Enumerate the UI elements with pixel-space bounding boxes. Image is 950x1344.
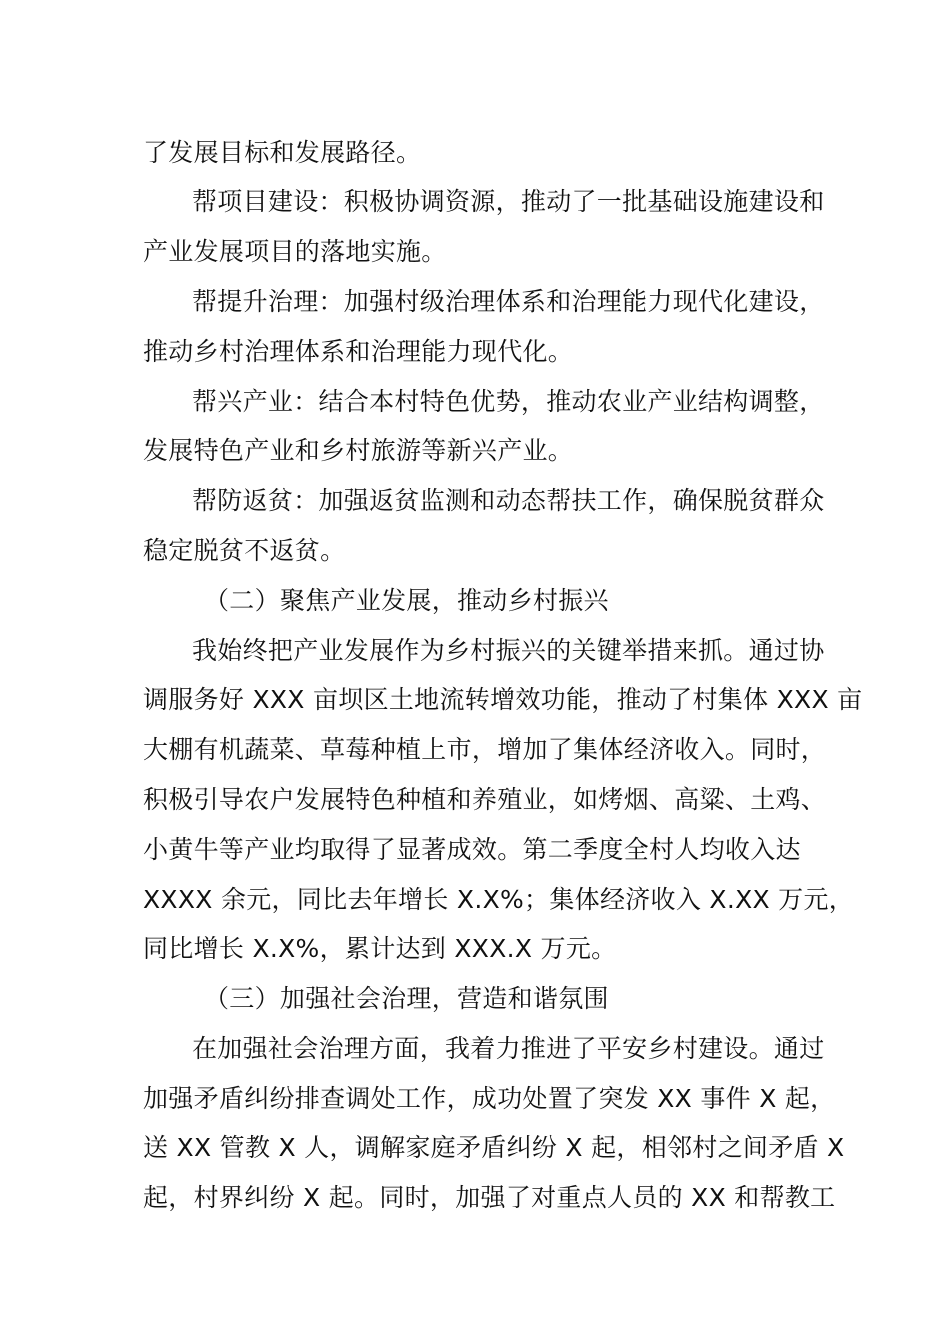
paragraph-line: 起，村界纠纷 X 起。同时，加强了对重点人员的 XX 和帮教工 [143, 1183, 836, 1212]
paragraph-line: 小黄牛等产业均取得了显著成效。第二季度全村人均收入达 [143, 835, 801, 864]
paragraph-line: 在加强社会治理方面，我着力推进了平安乡村建设。通过 [192, 1034, 825, 1063]
paragraph-line: 了发展目标和发展路径。 [143, 138, 422, 167]
paragraph-line: 稳定脱贫不返贫。 [143, 536, 346, 565]
paragraph-line: 大棚有机蔬菜、草莓种植上市，增加了集体经济收入。同时， [143, 735, 827, 764]
section-heading: （二）聚焦产业发展，推动乡村振兴 [204, 586, 609, 615]
section-heading: （三）加强社会治理，营造和谐氛围 [204, 984, 609, 1013]
paragraph-line: 积极引导农户发展特色种植和养殖业，如烤烟、高粱、土鸡、 [143, 785, 827, 814]
paragraph-line: 发展特色产业和乡村旅游等新兴产业。 [143, 436, 574, 465]
paragraph-line: 送 XX 管教 X 人，调解家庭矛盾纠纷 X 起，相邻村之间矛盾 X [143, 1133, 845, 1162]
paragraph-line: 帮兴产业：结合本村特色优势，推动农业产业结构调整， [192, 387, 825, 416]
paragraph-line: 加强矛盾纠纷排查调处工作，成功处置了突发 XX 事件 X 起， [143, 1084, 836, 1113]
paragraph-line: 同比增长 X.X%，累计达到 XXX.X 万元。 [143, 934, 617, 963]
paragraph-line: XXXX 余元，同比去年增长 X.X%；集体经济收入 X.XX 万元， [143, 885, 855, 914]
paragraph-line: 推动乡村治理体系和治理能力现代化。 [143, 337, 574, 366]
paragraph-line: 我始终把产业发展作为乡村振兴的关键举措来抓。通过协 [192, 636, 825, 665]
paragraph-line: 产业发展项目的落地实施。 [143, 237, 447, 266]
paragraph-line: 帮提升治理：加强村级治理体系和治理能力现代化建设， [192, 287, 825, 316]
paragraph-line: 帮项目建设：积极协调资源，推动了一批基础设施建设和 [192, 187, 825, 216]
paragraph-line: 帮防返贫：加强返贫监测和动态帮扶工作，确保脱贫群众 [192, 486, 825, 515]
paragraph-line: 调服务好 XXX 亩坝区土地流转增效功能，推动了村集体 XXX 亩 [143, 685, 863, 714]
